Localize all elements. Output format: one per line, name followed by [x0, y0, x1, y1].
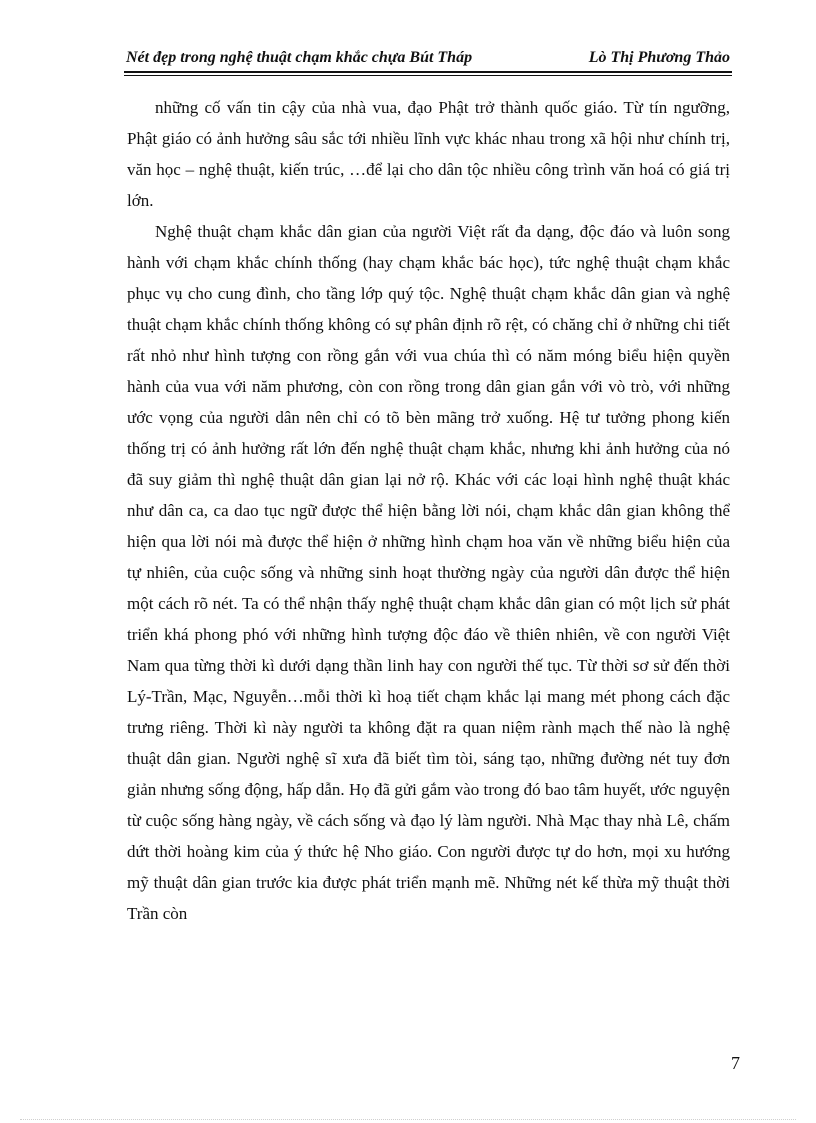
page-number: 7 — [731, 1053, 740, 1073]
page-body — [127, 92, 730, 929]
running-header — [124, 46, 732, 76]
header-author: Lò Thị Phương Thảo — [588, 49, 730, 66]
paragraph-continued: những cố vấn tin cậy của nhà vua, đạo Phật trở thành quốc giáo. Từ tín ngưỡng, Phật giáo có ảnh hưởng sâu sắc tới nhiều lĩnh vực khác nhau trong xã hội như chính trị, văn học – nghệ thuật, kiến trúc, …để lại cho dân tộc nhiều công trình văn hoá có giá trị lớn. — [127, 98, 730, 210]
header-document-title: Nét đẹp trong nghệ thuật chạm khắc chựa Bút Tháp — [126, 49, 473, 66]
paragraph-carving-art: Nghệ thuật chạm khắc dân gian của người Việt rất đa dạng, độc đáo và luôn song hành với chạm khắc chính thống (hay chạm khắc bác học), tức nghệ thuật chạm khắc phục vụ cho cung đình, cho tầng lớp quý tộc. Nghệ thuật chạm khắc dân gian và nghệ thuật chạm khắc chính thống không có sự phân định rõ rệt, có chăng chỉ ở những chi tiết rất nhỏ như hình tượng con rồng gắn với vua chúa thì có năm móng biểu hiện quyền hành của vua với năm phương, còn con rồng trong dân gian gắn với vò trò, với những ước vọng của người dân nên chỉ có tõ bèn mãng trở xuống. Hệ tư tưởng phong kiến thống trị có ảnh hưởng rất lớn đến nghệ thuật chạm khắc, nhưng khi ảnh hưởng của nó đã suy giảm thì nghệ thuật dân gian lại nở rộ. Khác với các loại hình nghệ thuật khác như dân ca, ca dao tục ngữ được thể hiện bằng lời nói, chạm khắc dân gian không thể hiện qua lời nói mà được thể hiện ở những hình chạm hoa văn về những biểu hiện của tự nhiên, của cuộc sống và những sinh hoạt thường ngày của người dân được thể hiện một cách rõ nét. Ta có thể nhận thấy nghệ thuật chạm khắc dân gian có một lịch sử phát triển khá phong phó với những hình tượng độc đáo về thiên nhiên, về con người Việt Nam qua từng thời kì dưới dạng thần linh hay con người thế tục. Từ thời sơ sử đến thời Lý-Trần, Mạc, Nguyễn…mỗi thời kì hoạ tiết chạm khắc lại mang mét phong cách đặc trưng riêng. Thời kì này người ta không đặt ra quan niệm rành mạch thế nào là nghệ thuật dân gian. Người nghệ sĩ xưa đã biết tìm tòi, sáng tạo, những đường nét tuy đơn giản nhưng sống động, hấp dẫn. Họ đã gửi gắm vào trong đó bao tâm huyết, ước nguyện từ cuộc sống hàng ngày, về cách sống và đạo lý làm người. Nhà Mạc thay nhà Lê, chấm dứt thời hoàng kim của ý thức hệ Nho giáo. Con người được tự do hơn, mọi xu hướng mỹ thuật dân gian trước kia được phát triển mạnh mẽ. Những nét kế thừa mỹ thuật thời Trần còn — [127, 222, 730, 923]
header-rule-thin — [124, 75, 732, 76]
page-edge-divider — [20, 1119, 796, 1120]
header-rule-thick — [124, 71, 732, 73]
